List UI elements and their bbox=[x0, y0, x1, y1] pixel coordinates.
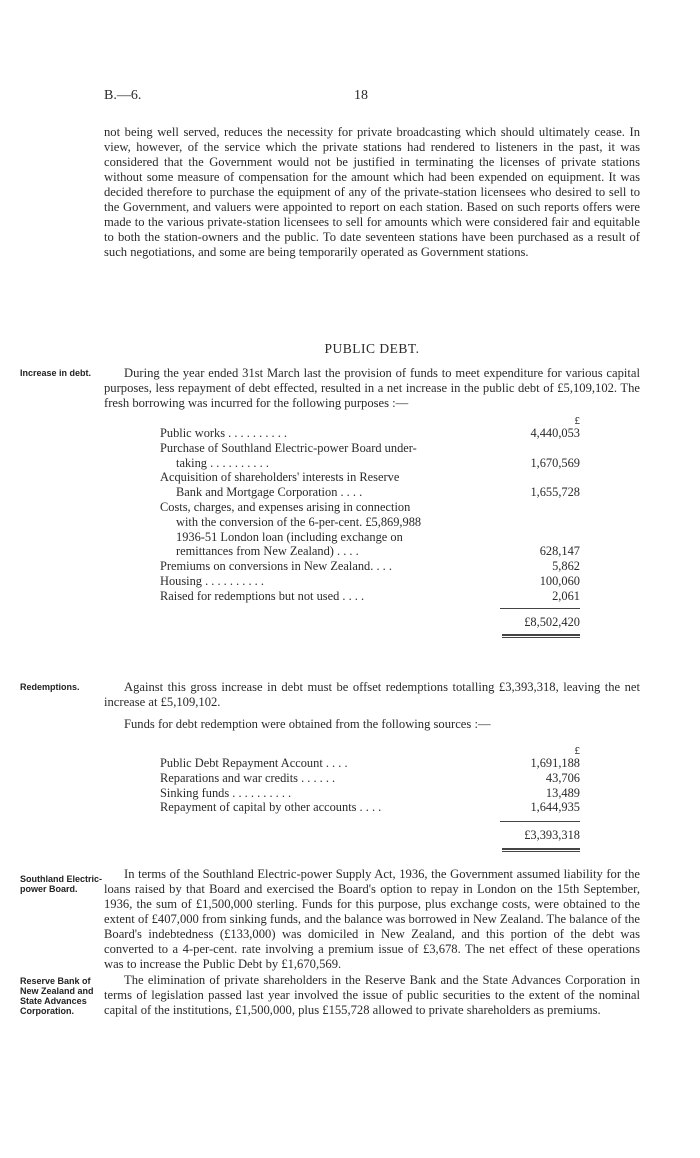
row-label: Public Debt Repayment Account . . . . bbox=[160, 756, 348, 770]
sources-intro: Funds for debt redemption were obtained from the following sources :— bbox=[124, 717, 491, 731]
margin-note-southland: Southland Electric-power Board. bbox=[20, 874, 103, 894]
table-row bbox=[160, 589, 580, 604]
table-row bbox=[160, 441, 580, 471]
row-amount: 1,691,188 bbox=[530, 756, 580, 770]
purposes-table bbox=[160, 414, 580, 638]
intro-paragraph: not being well served, reduces the necessity for private broadcasting which should ultimately cease. In view, however, of the service which the private stations had rendered to listeners in the past, it was considered that the Government would not be justified in terminating the licenses of private stations without some measure of compensation for the amount which had been expended on equipment. It was decided therefore to purchase the equipment of any of the private-station licensees who desired to sell to the Government, and valuers were appointed to report on each station. Based on such reports offers were made to the various private-station licensees to sell for amounts which were considered fair and equitable to both the station-owners and the public. To date seventeen stations have been purchased as a result of such negotiations, and some are being temporarily operated as Government stations. bbox=[104, 125, 640, 259]
margin-note-redemptions: Redemptions. bbox=[20, 682, 80, 692]
row-label: Sinking funds . . . . . . . . . . bbox=[160, 785, 292, 800]
table-row bbox=[160, 786, 580, 801]
row-amount: 5,862 bbox=[552, 559, 580, 574]
row-label-continued: taking . . . . . . . . . . bbox=[176, 455, 269, 470]
row-amount: 13,489 bbox=[545, 785, 580, 800]
table-row bbox=[160, 756, 580, 771]
row-label-block bbox=[160, 500, 500, 559]
row-label-block bbox=[160, 441, 500, 471]
row-amount: 43,706 bbox=[545, 770, 580, 785]
table-total-row bbox=[160, 608, 580, 630]
row-label: Public works . . . . . . . . . . bbox=[160, 426, 288, 440]
currency-symbol: £ bbox=[574, 415, 580, 427]
margin-note-reserve-bank: Reserve Bank of New Zealand and State Advances Corporation. bbox=[20, 976, 94, 1016]
row-label-block bbox=[160, 470, 500, 500]
row-label: Acquisition of shareholders' interests in Reserve bbox=[160, 470, 400, 485]
reserve-paragraph: The elimination of private shareholders in the Reserve Bank and the State Advances Corporation in terms of legislation passed last year involved the issue of public securities to the extent of the nominal capital of the institutions, £1,500,000, plus £155,728 allowed to private shareholders as premiums. bbox=[104, 973, 640, 1017]
row-amount: 1,655,728 bbox=[530, 485, 580, 500]
double-rule bbox=[502, 848, 580, 852]
row-amount: 1,670,569 bbox=[530, 455, 580, 470]
row-amount: 100,060 bbox=[539, 573, 580, 588]
table-row bbox=[160, 470, 580, 500]
table-row bbox=[160, 574, 580, 589]
southland-paragraph: In terms of the Southland Electric-power Supply Act, 1936, the Government assumed liability for the loans raised by that Board and exercised the Board's option to repay in London on the 15th September, 1936, the sum of £1,500,000 sterling. Funds for this purpose, plus exchange costs, were obtained to the extent of £407,000 from sinking funds, and the balance was borrowed in New Zealand. The balance of the Board's indebtedness (£133,000) was domiciled in New Zealand, and this portion of the debt was converted to a 4-per-cent. rate involving a premium issue of £3,678. The net effect of these operations was to increase the Public Debt by £1,670,569. bbox=[104, 867, 640, 971]
currency-symbol: £ bbox=[574, 745, 580, 757]
double-rule bbox=[502, 634, 580, 638]
row-label: Repayment of capital by other accounts . . . . bbox=[160, 800, 382, 815]
row-label-continued: Bank and Mortgage Corporation . . . . bbox=[176, 485, 363, 500]
redemptions-paragraph: Against this gross increase in debt must be offset redemptions totalling £3,393,318, leaving the net increase at £5,109,102. bbox=[104, 680, 640, 709]
margin-note-increase: Increase in debt. bbox=[20, 368, 92, 378]
row-amount: 2,061 bbox=[552, 588, 580, 603]
table-row bbox=[160, 559, 580, 574]
row-label-continued: with the conversion of the 6-per-cent. £5,869,988 bbox=[176, 514, 422, 529]
document-reference: B.—6. bbox=[104, 88, 142, 103]
row-amount: 1,644,935 bbox=[530, 800, 580, 815]
page-number: 18 bbox=[354, 88, 368, 103]
row-amount: 4,440,053 bbox=[530, 426, 580, 440]
row-label: Housing . . . . . . . . . . bbox=[160, 573, 264, 588]
row-amount: 628,147 bbox=[539, 544, 580, 559]
table-row bbox=[160, 426, 580, 441]
row-label: Reparations and war credits . . . . . . bbox=[160, 770, 336, 785]
table-total: £8,502,420 bbox=[500, 608, 580, 630]
row-label: Purchase of Southland Electric-power Board under- bbox=[160, 440, 417, 455]
row-label: Costs, charges, and expenses arising in connection bbox=[160, 499, 411, 514]
row-label-continued: remittances from New Zealand) . . . . bbox=[176, 544, 359, 559]
section-title: PUBLIC DEBT. bbox=[324, 341, 420, 356]
table-total: £3,393,318 bbox=[500, 821, 580, 843]
table-total-row bbox=[160, 821, 580, 843]
table-row bbox=[160, 500, 580, 559]
table-row bbox=[160, 771, 580, 786]
table-row bbox=[160, 800, 580, 815]
increase-paragraph: During the year ended 31st March last the provision of funds to meet expenditure for various capital purposes, less repayment of debt effected, resulted in a net increase in the public debt of £5,109,102. The fresh borrowing was incurred for the following purposes :— bbox=[104, 366, 640, 410]
sources-table bbox=[160, 744, 580, 852]
row-label: Raised for redemptions but not used . . . . bbox=[160, 588, 365, 603]
row-label-continued: 1936-51 London loan (including exchange on bbox=[176, 529, 403, 544]
row-label: Premiums on conversions in New Zealand. . . . bbox=[160, 559, 392, 574]
